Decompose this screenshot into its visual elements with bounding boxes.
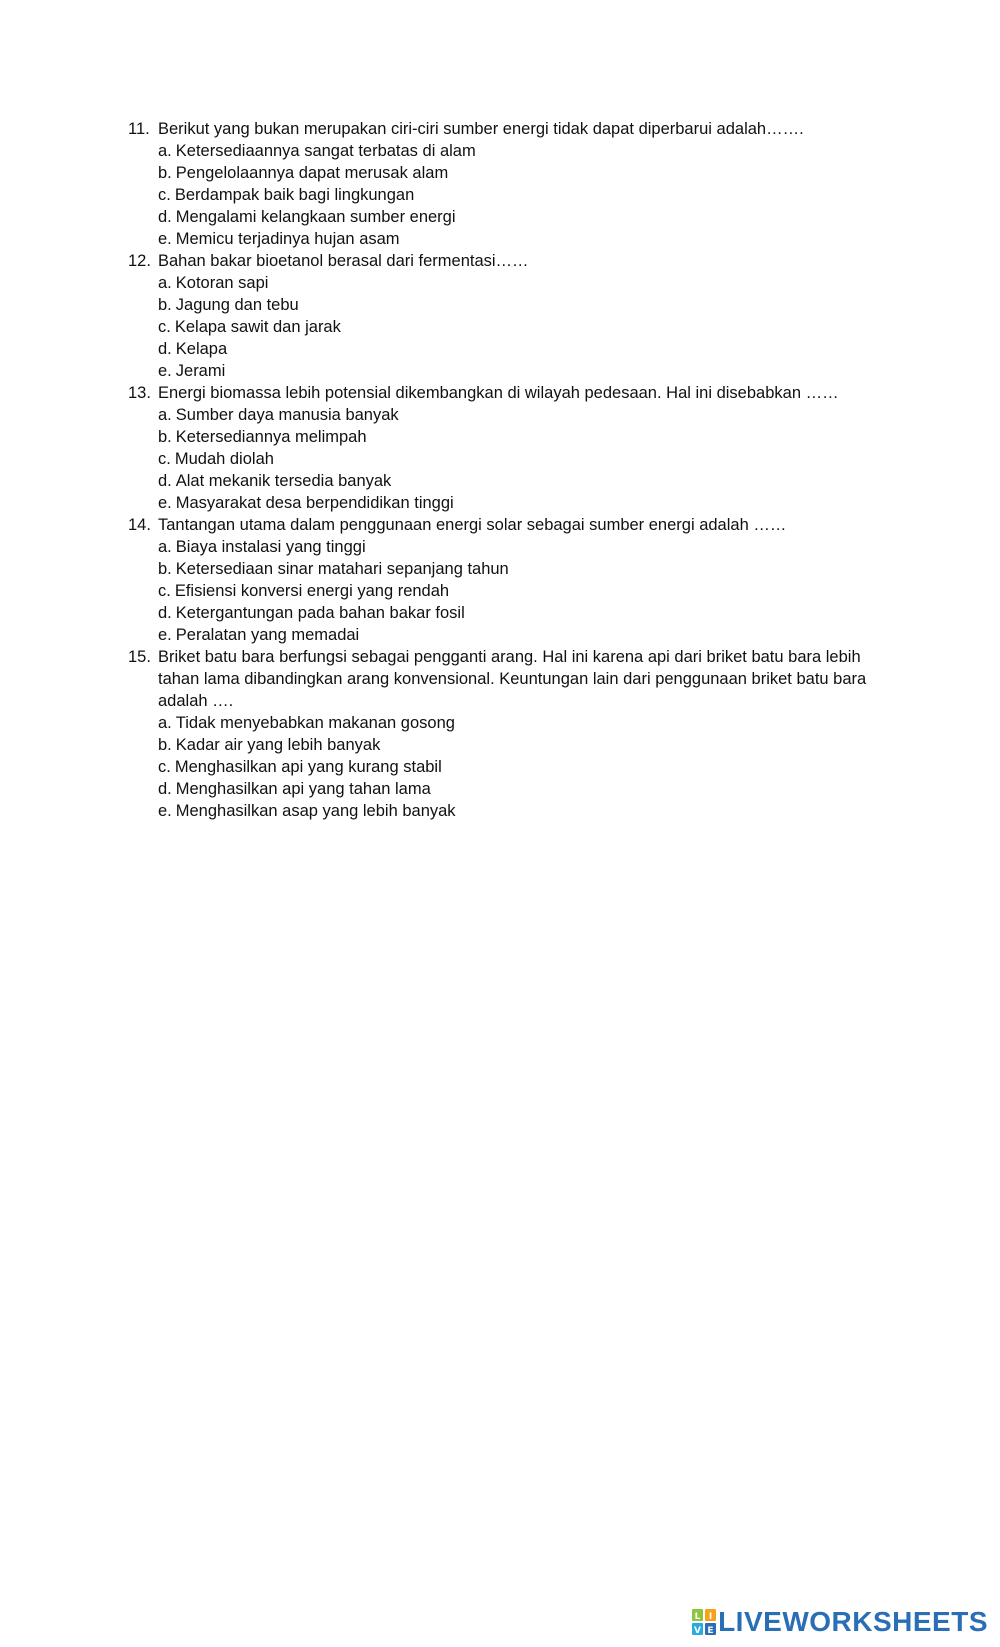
option-text: Ketersediannya melimpah <box>175 428 367 446</box>
option-d <box>158 338 888 360</box>
option-letter: b. <box>158 428 172 446</box>
option-d <box>158 206 888 228</box>
question-13 <box>128 382 888 514</box>
question-15 <box>128 646 888 822</box>
question-stem <box>128 382 888 404</box>
option-d <box>158 470 888 492</box>
option-text: Peralatan yang memadai <box>175 626 360 644</box>
svg-text:I: I <box>708 1612 713 1622</box>
option-letter: e. <box>158 802 172 820</box>
question-number: 13. <box>128 384 151 402</box>
option-letter: a. <box>158 274 172 292</box>
question-14 <box>128 514 888 646</box>
question-stem <box>128 118 888 140</box>
option-e <box>158 800 888 822</box>
option-a <box>158 536 888 558</box>
option-text: Jagung dan tebu <box>175 296 299 314</box>
option-text: Biaya instalasi yang tinggi <box>175 538 366 556</box>
option-letter: c. <box>158 450 171 468</box>
option-letter: e. <box>158 494 172 512</box>
option-letter: d. <box>158 208 172 226</box>
option-letter: b. <box>158 560 172 578</box>
option-text: Kelapa <box>175 340 228 358</box>
option-letter: d. <box>158 604 172 622</box>
option-text: Kelapa sawit dan jarak <box>174 318 341 336</box>
option-letter: a. <box>158 406 172 424</box>
option-text: Efisiensi konversi energi yang rendah <box>174 582 450 600</box>
option-letter: c. <box>158 318 171 336</box>
option-text: Mudah diolah <box>174 450 274 468</box>
option-a <box>158 712 888 734</box>
question-number: 14. <box>128 516 151 534</box>
option-text: Mengalami kelangkaan sumber energi <box>175 208 456 226</box>
option-text: Berdampak baik bagi lingkungan <box>174 186 415 204</box>
question-text: Tantangan utama dalam penggunaan energi solar sebagai sumber energi adalah …… <box>158 516 787 534</box>
option-e <box>158 228 888 250</box>
option-c <box>158 184 888 206</box>
liveworksheets-logo-text: LIVEWORKSHEETS <box>718 1606 988 1637</box>
option-b <box>158 558 888 580</box>
option-letter: c. <box>158 582 171 600</box>
option-letter: d. <box>158 780 172 798</box>
svg-text:L: L <box>694 1612 701 1622</box>
option-text: Masyarakat desa berpendidikan tinggi <box>175 494 454 512</box>
option-b <box>158 294 888 316</box>
option-text: Sumber daya manusia banyak <box>175 406 399 424</box>
option-letter: a. <box>158 142 172 160</box>
question-number: 12. <box>128 252 151 270</box>
question-text: Bahan bakar bioetanol berasal dari fermentasi…… <box>158 252 529 270</box>
option-letter: e. <box>158 230 172 248</box>
question-number: 15. <box>128 648 151 666</box>
option-e <box>158 624 888 646</box>
svg-text:V: V <box>694 1626 702 1635</box>
option-letter: d. <box>158 340 172 358</box>
option-list <box>128 140 888 250</box>
svg-text:E: E <box>707 1626 714 1635</box>
option-letter: e. <box>158 626 172 644</box>
option-text: Tidak menyebabkan makanan gosong <box>175 714 455 732</box>
question-text: Berikut yang bukan merupakan ciri-ciri sumber energi tidak dapat diperbarui adalah……. <box>158 120 804 138</box>
question-stem <box>128 646 888 712</box>
option-list <box>128 536 888 646</box>
question-list <box>128 118 888 822</box>
option-text: Memicu terjadinya hujan asam <box>175 230 400 248</box>
option-c <box>158 580 888 602</box>
option-text: Ketergantungan pada bahan bakar fosil <box>175 604 465 622</box>
option-a <box>158 272 888 294</box>
option-letter: b. <box>158 296 172 314</box>
liveworksheets-logo-icon <box>692 1609 716 1635</box>
option-a <box>158 140 888 162</box>
option-c <box>158 448 888 470</box>
option-text: Ketersediaannya sangat terbatas di alam <box>175 142 476 160</box>
option-text: Kotoran sapi <box>175 274 269 292</box>
option-e <box>158 360 888 382</box>
question-stem <box>128 250 888 272</box>
liveworksheets-logo <box>692 1605 988 1639</box>
option-b <box>158 426 888 448</box>
option-text: Menghasilkan api yang kurang stabil <box>174 758 442 776</box>
option-text: Alat mekanik tersedia banyak <box>175 472 392 490</box>
option-c <box>158 756 888 778</box>
option-d <box>158 778 888 800</box>
question-12 <box>128 250 888 382</box>
option-c <box>158 316 888 338</box>
option-b <box>158 734 888 756</box>
option-list <box>128 272 888 382</box>
option-text: Ketersediaan sinar matahari sepanjang tahun <box>175 560 509 578</box>
option-text: Pengelolaannya dapat merusak alam <box>175 164 449 182</box>
option-text: Jerami <box>175 362 226 380</box>
option-text: Menghasilkan api yang tahan lama <box>175 780 431 798</box>
option-letter: a. <box>158 714 172 732</box>
option-letter: b. <box>158 164 172 182</box>
question-11 <box>128 118 888 250</box>
option-list <box>128 712 888 822</box>
option-letter: c. <box>158 758 171 776</box>
option-a <box>158 404 888 426</box>
option-list <box>128 404 888 514</box>
option-letter: d. <box>158 472 172 490</box>
option-d <box>158 602 888 624</box>
option-letter: c. <box>158 186 171 204</box>
question-number: 11. <box>128 120 150 138</box>
option-letter: b. <box>158 736 172 754</box>
option-text: Menghasilkan asap yang lebih banyak <box>175 802 456 820</box>
question-text: Energi biomassa lebih potensial dikembangkan di wilayah pedesaan. Hal ini disebabkan …… <box>158 384 839 402</box>
question-stem <box>128 514 888 536</box>
option-text: Kadar air yang lebih banyak <box>175 736 381 754</box>
option-letter: a. <box>158 538 172 556</box>
option-b <box>158 162 888 184</box>
question-text: Briket batu bara berfungsi sebagai pengganti arang. Hal ini karena api dari briket batu bara lebih tahan lama dibandingkan arang konvensional. Keuntungan lain dari penggunaan briket batu bara adalah …. <box>158 648 867 710</box>
option-letter: e. <box>158 362 172 380</box>
option-e <box>158 492 888 514</box>
